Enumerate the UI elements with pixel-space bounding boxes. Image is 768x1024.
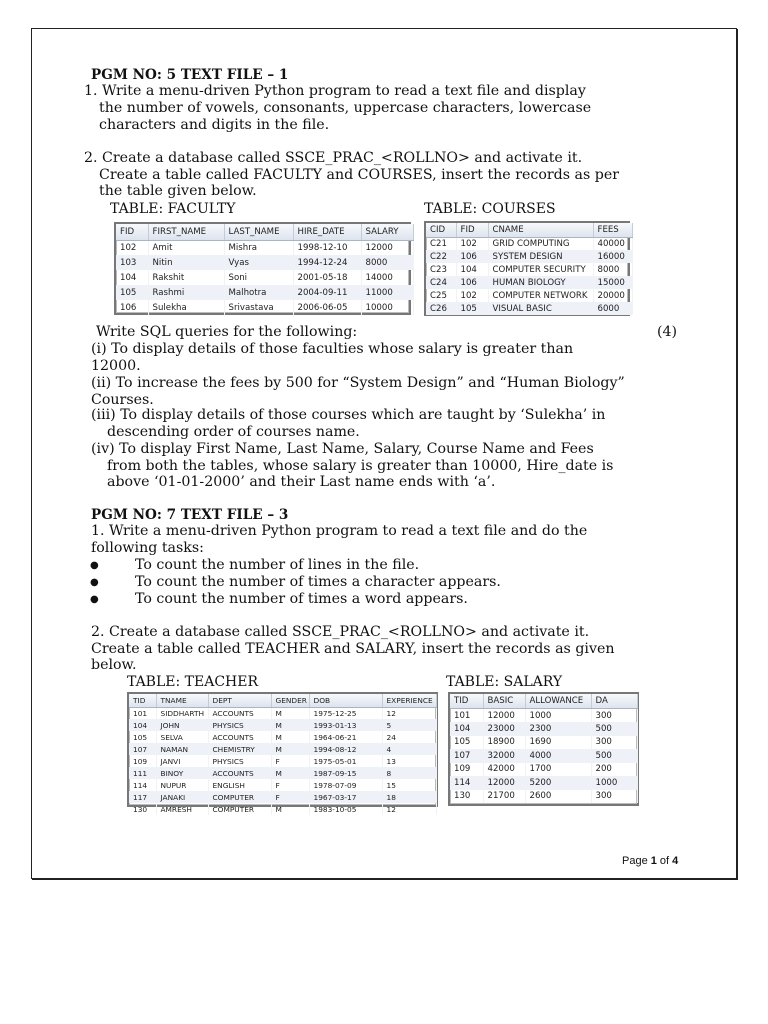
table-row <box>129 803 436 815</box>
table-cell: 130 <box>129 803 156 815</box>
table-cell: 12 <box>382 707 436 719</box>
pgm5-q2-line3: the table given below. <box>99 183 257 199</box>
table-cell: 16000 <box>593 250 632 263</box>
table-cell: 130 <box>450 790 483 804</box>
table-cell: Vyas <box>224 255 293 270</box>
table-row <box>426 263 632 276</box>
teacher-table-title: TABLE: TEACHER <box>127 674 259 690</box>
table-cell: BINOY <box>156 767 208 779</box>
table-cell: 20000 <box>593 289 632 302</box>
table-cell: 12000 <box>483 776 525 790</box>
table-cell: 500 <box>591 722 637 736</box>
table-row <box>129 731 436 743</box>
table-cell: 300 <box>591 736 637 750</box>
column-header: ALLOWANCE <box>525 694 591 709</box>
table-cell: GRID COMPUTING <box>488 237 593 250</box>
table-cell: COMPUTER SECURITY <box>488 263 593 276</box>
table-cell: 1978-07-09 <box>309 779 382 791</box>
table-row <box>426 276 632 289</box>
salary-table <box>448 692 639 806</box>
table-cell: CHEMISTRY <box>208 743 271 755</box>
table-cell: 5 <box>382 719 436 731</box>
table-cell: 12000 <box>483 709 525 723</box>
column-header: FIRST_NAME <box>148 224 224 240</box>
table-cell: 5200 <box>525 776 591 790</box>
table-cell: 114 <box>129 779 156 791</box>
table-cell: 104 <box>456 263 488 276</box>
column-header: FID <box>456 223 488 237</box>
table-cell: M <box>271 707 309 719</box>
table-cell: 109 <box>129 755 156 767</box>
pgm5-q2-line2: Create a table called FACULTY and COURSES, insert the records as per <box>99 167 620 183</box>
table-cell: 1700 <box>525 763 591 777</box>
column-header: BASIC <box>483 694 525 709</box>
table-cell: Rakshit <box>148 270 224 285</box>
salary-grid <box>450 694 638 803</box>
pgm7-q2-line3: below. <box>91 657 137 673</box>
table-cell: 21700 <box>483 790 525 804</box>
bullet-item: To count the number of lines in the file. <box>135 557 420 573</box>
table-cell: 105 <box>450 736 483 750</box>
table-cell: Amit <box>148 240 224 255</box>
table-cell: 1000 <box>591 776 637 790</box>
table-cell: 101 <box>129 707 156 719</box>
table-cell: M <box>271 803 309 815</box>
table-row <box>116 255 413 270</box>
table-cell: 14000 <box>361 270 413 285</box>
column-header: TID <box>450 694 483 709</box>
table-cell: 1967-03-17 <box>309 791 382 803</box>
table-cell: 117 <box>129 791 156 803</box>
table-cell: 114 <box>450 776 483 790</box>
table-cell: Mishra <box>224 240 293 255</box>
table-cell: 1994-08-12 <box>309 743 382 755</box>
table-cell: F <box>271 779 309 791</box>
table-cell: SIDDHARTH <box>156 707 208 719</box>
column-header: TID <box>129 694 156 707</box>
table-cell: C22 <box>426 250 456 263</box>
table-cell: Soni <box>224 270 293 285</box>
table-cell: F <box>271 755 309 767</box>
table-cell: 106 <box>116 300 148 315</box>
table-row <box>129 767 436 779</box>
table-row <box>116 240 413 255</box>
column-header: CNAME <box>488 223 593 237</box>
table-header-row <box>450 694 637 709</box>
courses-grid <box>426 223 633 315</box>
bullet-item: To count the number of times a character appears. <box>135 574 501 590</box>
column-header: CID <box>426 223 456 237</box>
table-cell: 6000 <box>593 302 632 315</box>
table-cell: 8000 <box>593 263 632 276</box>
sql-intro: Write SQL queries for the following: <box>96 324 358 340</box>
table-row <box>426 250 632 263</box>
table-cell: 300 <box>591 709 637 723</box>
table-cell: 24 <box>382 731 436 743</box>
pgm7-q1-line1: 1. Write a menu-driven Python program to read a text file and do the <box>91 523 588 539</box>
table-row <box>129 743 436 755</box>
table-row <box>426 289 632 302</box>
table-cell: Sulekha <box>148 300 224 315</box>
table-cell: 200 <box>591 763 637 777</box>
pgm7-q1-line2: following tasks: <box>91 540 204 556</box>
table-cell: ACCOUNTS <box>208 767 271 779</box>
table-cell: 104 <box>450 722 483 736</box>
table-cell: 8000 <box>361 255 413 270</box>
column-header: SALARY <box>361 224 413 240</box>
pgm7-heading: PGM NO: 7 TEXT FILE – 3 <box>91 507 289 523</box>
table-cell: 1690 <box>525 736 591 750</box>
table-cell: 4000 <box>525 749 591 763</box>
table-cell: 1994-12-24 <box>293 255 361 270</box>
column-header: DA <box>591 694 637 709</box>
faculty-table-title: TABLE: FACULTY <box>110 201 236 217</box>
table-cell: C26 <box>426 302 456 315</box>
table-cell: 105 <box>116 285 148 300</box>
table-cell: 300 <box>591 790 637 804</box>
table-cell: COMPUTER <box>208 803 271 815</box>
faculty-grid <box>116 224 414 315</box>
query-line: (ii) To increase the fees by 500 for “System Design” and “Human Biology” <box>91 375 625 391</box>
bullet-item: To count the number of times a word appears. <box>135 591 468 607</box>
query-line: (i) To display details of those faculties whose salary is greater than <box>91 341 574 357</box>
table-cell: 107 <box>129 743 156 755</box>
table-cell: 105 <box>456 302 488 315</box>
query-line: from both the tables, whose salary is greater than 10000, Hire_date is <box>107 458 614 474</box>
table-cell: 101 <box>450 709 483 723</box>
table-cell: M <box>271 731 309 743</box>
table-cell: JOHN <box>156 719 208 731</box>
table-cell: 1964-06-21 <box>309 731 382 743</box>
query-line: Courses. <box>91 392 154 408</box>
table-cell: 107 <box>450 749 483 763</box>
table-cell: ACCOUNTS <box>208 707 271 719</box>
column-header: FEES <box>593 223 632 237</box>
table-cell: 1975-05-01 <box>309 755 382 767</box>
table-row <box>450 763 637 777</box>
table-cell: 12000 <box>361 240 413 255</box>
table-row <box>129 707 436 719</box>
pgm5-q2-line1: 2. Create a database called SSCE_PRAC_<ROLLNO> and activate it. <box>84 150 583 166</box>
table-cell: 2600 <box>525 790 591 804</box>
table-cell: 15000 <box>593 276 632 289</box>
table-cell: 2006-06-05 <box>293 300 361 315</box>
query-line: 12000. <box>91 358 141 374</box>
column-header: DOB <box>309 694 382 707</box>
courses-table <box>424 221 630 316</box>
table-row <box>116 270 413 285</box>
table-cell: C23 <box>426 263 456 276</box>
table-cell: 102 <box>456 289 488 302</box>
table-cell: 2001-05-18 <box>293 270 361 285</box>
table-row <box>116 285 413 300</box>
table-cell: 106 <box>456 250 488 263</box>
table-cell: AMRESH <box>156 803 208 815</box>
table-row <box>129 779 436 791</box>
table-cell: 1993-01-13 <box>309 719 382 731</box>
pgm5-q1-line2: the number of vowels, consonants, uppercase characters, lowercase <box>99 100 592 116</box>
pgm7-q2-line1: 2. Create a database called SSCE_PRAC_<ROLLNO> and activate it. <box>91 624 590 640</box>
table-cell: 1975-12-25 <box>309 707 382 719</box>
bullet-icon: ● <box>90 594 99 605</box>
table-cell: F <box>271 791 309 803</box>
pgm5-q1-line3: characters and digits in the file. <box>99 117 330 133</box>
pgm7-q2-line2: Create a table called TEACHER and SALARY, insert the records as given <box>91 641 615 657</box>
table-cell: ENGLISH <box>208 779 271 791</box>
column-header: DEPT <box>208 694 271 707</box>
table-row <box>450 722 637 736</box>
pgm5-heading: PGM NO: 5 TEXT FILE – 1 <box>91 67 289 83</box>
table-cell: COMPUTER <box>208 791 271 803</box>
table-cell: Nitin <box>148 255 224 270</box>
table-cell: 106 <box>456 276 488 289</box>
page-middle: of <box>656 855 673 867</box>
table-cell: 2004-09-11 <box>293 285 361 300</box>
table-header-row <box>116 224 413 240</box>
table-row <box>450 749 637 763</box>
table-row <box>129 755 436 767</box>
table-cell: 102 <box>456 237 488 250</box>
table-cell: Rashmi <box>148 285 224 300</box>
column-header: GENDER <box>271 694 309 707</box>
bullet-icon: ● <box>90 577 99 588</box>
query-line: descending order of courses name. <box>107 424 360 440</box>
table-cell: 12 <box>382 803 436 815</box>
table-cell: 42000 <box>483 763 525 777</box>
table-cell: 15 <box>382 779 436 791</box>
table-cell: JANAKI <box>156 791 208 803</box>
courses-table-title: TABLE: COURSES <box>424 201 556 217</box>
teacher-table <box>127 692 438 814</box>
table-cell: 1998-12-10 <box>293 240 361 255</box>
table-row <box>426 302 632 315</box>
table-cell: 10000 <box>361 300 413 315</box>
table-cell: 40000 <box>593 237 632 250</box>
table-cell: SYSTEM DESIGN <box>488 250 593 263</box>
column-header: LAST_NAME <box>224 224 293 240</box>
table-row <box>450 790 637 804</box>
table-row <box>116 300 413 315</box>
table-cell: C21 <box>426 237 456 250</box>
page-current: 1 <box>650 855 657 867</box>
table-cell: M <box>271 743 309 755</box>
table-cell: C24 <box>426 276 456 289</box>
table-row <box>450 709 637 723</box>
bullet-icon: ● <box>90 560 99 571</box>
table-cell: 109 <box>450 763 483 777</box>
query-line: (iii) To display details of those courses which are taught by ‘Sulekha’ in <box>91 407 606 423</box>
table-cell: Malhotra <box>224 285 293 300</box>
table-row <box>129 791 436 803</box>
page-footer <box>622 855 678 867</box>
table-cell: JANVI <box>156 755 208 767</box>
table-cell: 111 <box>129 767 156 779</box>
query-line: (iv) To display First Name, Last Name, Salary, Course Name and Fees <box>91 441 594 457</box>
teacher-grid <box>129 694 437 815</box>
query-line: above ‘01-01-2000’ and their Last name ends with ‘a’. <box>107 474 496 490</box>
page-prefix: Page <box>622 855 651 867</box>
table-cell: 105 <box>129 731 156 743</box>
table-cell: 2300 <box>525 722 591 736</box>
table-cell: M <box>271 719 309 731</box>
column-header: FID <box>116 224 148 240</box>
table-cell: SELVA <box>156 731 208 743</box>
table-cell: 500 <box>591 749 637 763</box>
table-cell: ACCOUNTS <box>208 731 271 743</box>
table-cell: 18900 <box>483 736 525 750</box>
table-cell: 1000 <box>525 709 591 723</box>
table-cell: 23000 <box>483 722 525 736</box>
table-header-row <box>129 694 436 707</box>
table-row <box>426 237 632 250</box>
table-cell: 4 <box>382 743 436 755</box>
column-header: TNAME <box>156 694 208 707</box>
table-cell: M <box>271 767 309 779</box>
salary-table-title: TABLE: SALARY <box>446 674 563 690</box>
pgm5-q1-line1: 1. Write a menu-driven Python program to read a text file and display <box>84 83 586 99</box>
table-cell: 103 <box>116 255 148 270</box>
table-cell: 8 <box>382 767 436 779</box>
table-row <box>450 736 637 750</box>
table-row <box>129 719 436 731</box>
table-cell: 104 <box>116 270 148 285</box>
table-cell: HUMAN BIOLOGY <box>488 276 593 289</box>
table-cell: PHYSICS <box>208 719 271 731</box>
table-cell: 104 <box>129 719 156 731</box>
table-cell: 1987-09-15 <box>309 767 382 779</box>
table-cell: 102 <box>116 240 148 255</box>
table-cell: 13 <box>382 755 436 767</box>
column-header: EXPERIENCE <box>382 694 436 707</box>
page-total: 4 <box>672 855 679 867</box>
table-cell: C25 <box>426 289 456 302</box>
table-cell: VISUAL BASIC <box>488 302 593 315</box>
table-cell: NUPUR <box>156 779 208 791</box>
table-header-row <box>426 223 632 237</box>
table-cell: NAMAN <box>156 743 208 755</box>
table-cell: 18 <box>382 791 436 803</box>
table-row <box>450 776 637 790</box>
faculty-table <box>114 222 411 315</box>
table-cell: COMPUTER NETWORK <box>488 289 593 302</box>
table-cell: 32000 <box>483 749 525 763</box>
table-cell: 11000 <box>361 285 413 300</box>
column-header: HIRE_DATE <box>293 224 361 240</box>
table-cell: Srivastava <box>224 300 293 315</box>
marks: (4) <box>657 324 678 340</box>
table-cell: 1983-10-05 <box>309 803 382 815</box>
table-cell: PHYSICS <box>208 755 271 767</box>
